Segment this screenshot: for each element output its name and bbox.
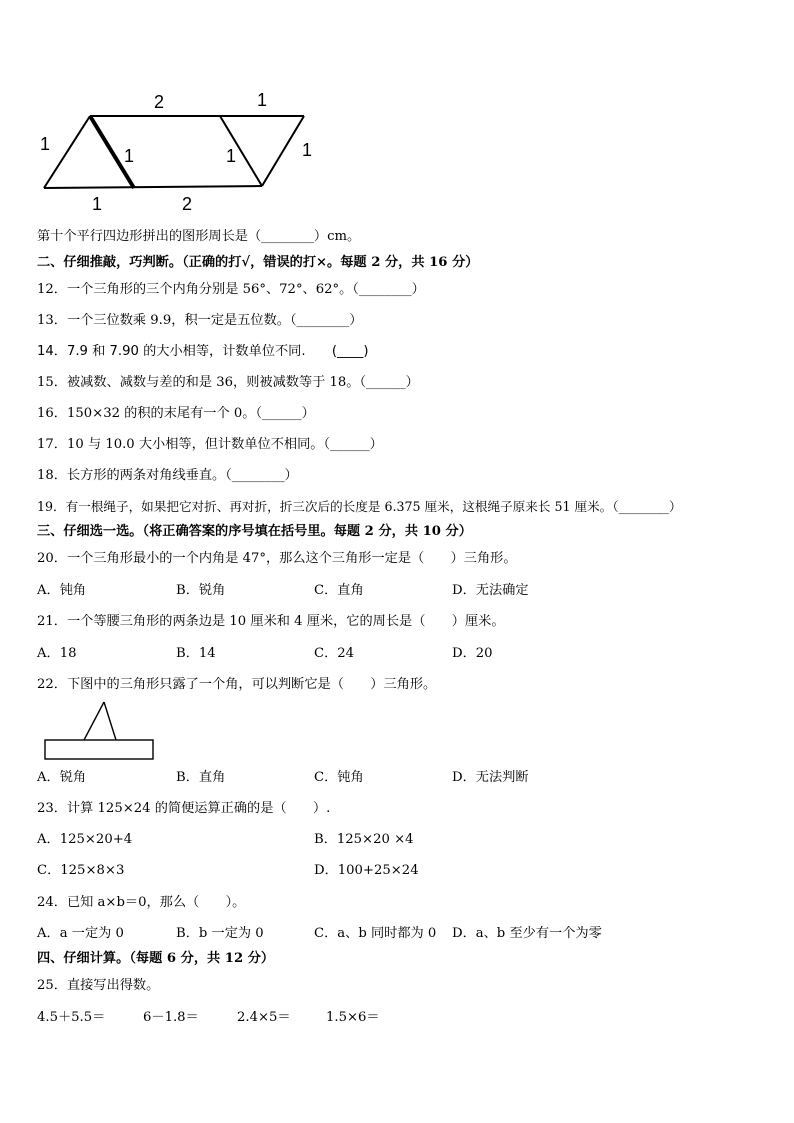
q20-option-d[interactable]: D．无法确定	[452, 583, 529, 598]
question-24: 24．已知 a×b＝0，那么（ ）。	[37, 895, 246, 910]
q24-option-a[interactable]: A．a 一定为 0	[37, 926, 124, 941]
calc-item-3: 2.4×5＝	[237, 1010, 291, 1025]
question-19: 19．有一根绳子，如果把它对折、再对折，折三次后的长度是 6.375 厘米，这根绳子原来长 51 厘米。（________）	[37, 499, 682, 514]
calc-item-1: 4.5＋5.5＝	[37, 1010, 106, 1025]
q23-option-d[interactable]: D．100+25×24	[314, 863, 419, 878]
label-left: 1	[40, 134, 51, 154]
q24-option-c[interactable]: C．a、b 同时都为 0	[314, 926, 437, 941]
label-bottom-left: 1	[92, 194, 103, 214]
label-top-left: 2	[154, 92, 165, 112]
q21-option-a[interactable]: A．18	[37, 646, 77, 661]
question-25: 25．直接写出得数。	[37, 978, 160, 993]
q20-option-a[interactable]: A．钝角	[37, 583, 87, 598]
hidden-triangle-figure	[44, 700, 156, 762]
q20-option-c[interactable]: C．直角	[314, 583, 364, 598]
question-14: 14．7.9 和 7.90 的大小相等，计数单位不同. (____)	[37, 344, 369, 359]
question-13: 13．一个三位数乘 9.9，积一定是五位数。（________）	[37, 313, 363, 328]
question-22: 22．下图中的三角形只露了一个角，可以判断它是（ ）三角形。	[37, 677, 437, 692]
section2-heading: 二、仔细推敲，巧判断。（正确的打√，错误的打×。每题 2 分，共 16 分）	[37, 255, 479, 270]
section3-heading: 三、仔细选一选。（将正确答案的序号填在括号里。每题 2 分，共 10 分）	[37, 524, 472, 539]
question-12: 12．一个三角形的三个内角分别是 56°、72°、62°。（________）	[37, 282, 425, 297]
q23-option-c[interactable]: C．125×8×3	[37, 863, 125, 878]
q21-option-c[interactable]: C．24	[314, 646, 355, 661]
q23-option-b[interactable]: B．125×20 ×4	[314, 832, 414, 847]
question-15: 15．被减数、减数与差的和是 36，则被减数等于 18。（______）	[37, 375, 419, 390]
q21-option-d[interactable]: D．20	[452, 646, 493, 661]
q22-option-b[interactable]: B．直角	[176, 770, 226, 785]
calc-item-2: 6－1.8＝	[143, 1010, 199, 1025]
label-top-right: 1	[257, 90, 268, 110]
label-bottom-right: 2	[182, 194, 193, 214]
q20-option-b[interactable]: B．锐角	[176, 583, 226, 598]
q23-option-a[interactable]: A．125×20+4	[37, 832, 133, 847]
calc-item-4: 1.5×6＝	[326, 1010, 380, 1025]
question-21: 21．一个等腰三角形的两条边是 10 厘米和 4 厘米，它的周长是（ ）厘米。	[37, 614, 505, 629]
q22-option-a[interactable]: A．锐角	[37, 770, 87, 785]
q11-tail: 第十个平行四边形拼出的图形周长是（________）cm。	[37, 229, 361, 244]
q22-option-d[interactable]: D．无法判断	[452, 770, 529, 785]
label-inner-left: 1	[124, 146, 135, 166]
label-inner-right: 1	[226, 146, 237, 166]
label-right: 1	[302, 140, 313, 160]
question-23: 23．计算 125×24 的简便运算正确的是（ ）.	[37, 801, 331, 816]
question-20: 20．一个三角形最小的一个内角是 47°，那么这个三角形一定是（ ）三角形。	[37, 551, 517, 566]
question-17: 17．10 与 10.0 大小相等，但计数单位不相同。（______）	[37, 437, 383, 452]
section4-heading: 四、仔细计算。（每题 6 分，共 12 分）	[37, 951, 275, 966]
question-16: 16．150×32 的积的末尾有一个 0。（______）	[37, 406, 315, 421]
question-18: 18．长方形的两条对角线垂直。（________）	[37, 468, 298, 483]
q24-option-b[interactable]: B．b 一定为 0	[176, 926, 264, 941]
parallelogram-figure	[34, 88, 324, 216]
q22-option-c[interactable]: C．钝角	[314, 770, 364, 785]
q24-option-d[interactable]: D．a、b 至少有一个为零	[452, 926, 602, 941]
q21-option-b[interactable]: B．14	[176, 646, 216, 661]
